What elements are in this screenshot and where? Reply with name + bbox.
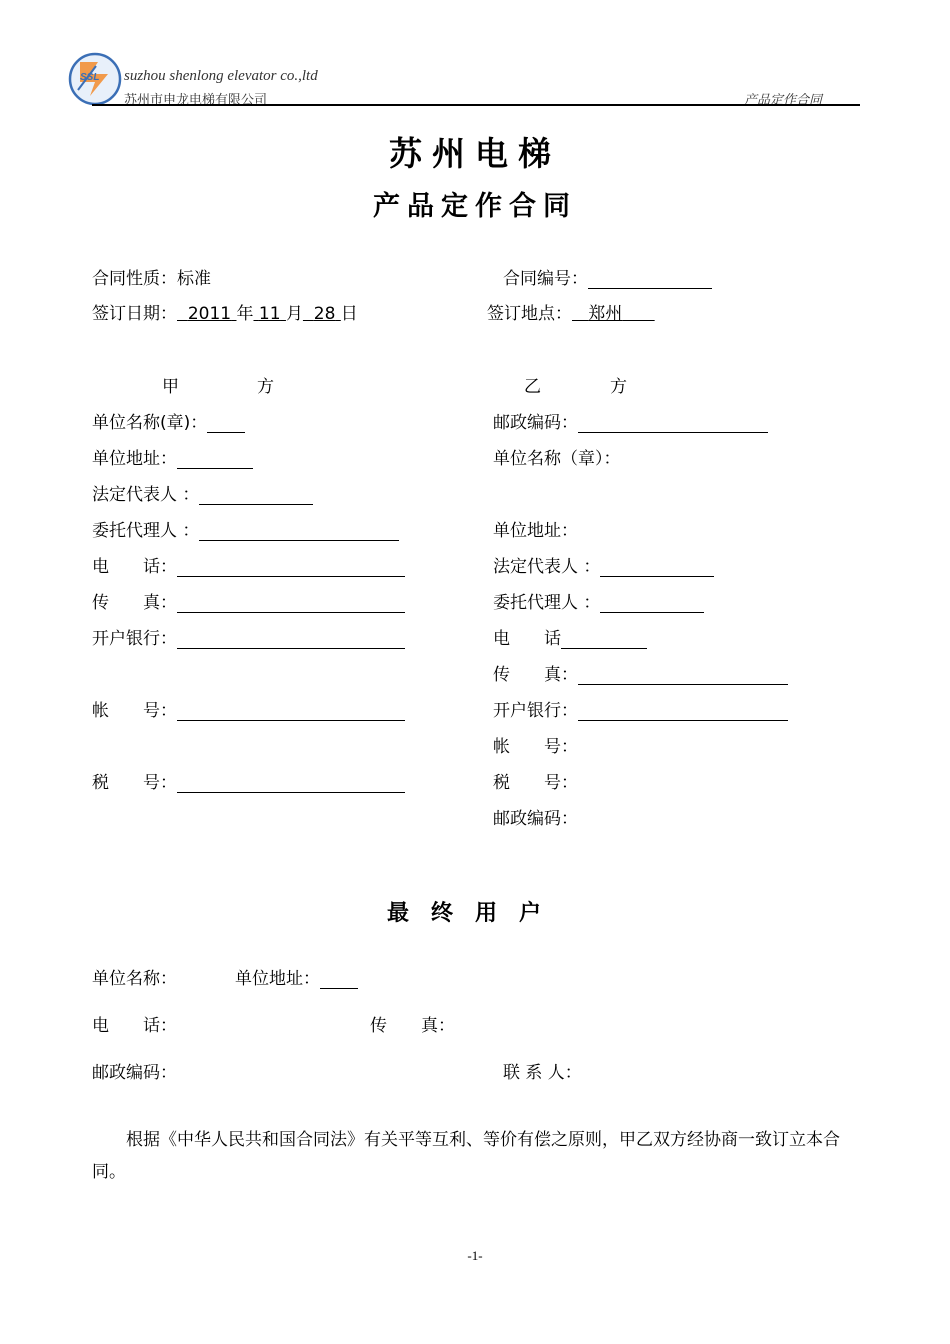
header-divider xyxy=(92,104,860,106)
party-a-tax: 税 号： xyxy=(92,768,405,793)
sign-place xyxy=(487,299,655,324)
company-name-en: suzhou shenlong elevator co.,ltd xyxy=(124,68,318,84)
party-b-tax: 税 号： xyxy=(493,773,578,793)
party-a-legal-rep-field[interactable] xyxy=(199,486,313,505)
party-b-agent-field[interactable] xyxy=(600,594,704,613)
party-b-fax-field[interactable] xyxy=(578,666,788,685)
party-a-name-field[interactable] xyxy=(207,414,245,433)
party-a-heading-2: 方 xyxy=(257,377,274,397)
company-name-cn: 苏州市申龙电梯有限公司 xyxy=(124,93,268,108)
document-title: 苏州电梯 xyxy=(389,134,561,173)
sign-month[interactable]: 11 xyxy=(258,304,281,324)
party-b-address: 单位地址： xyxy=(493,521,578,541)
end-user-address: 单位地址： xyxy=(235,964,358,989)
party-a-phone: 电 话： xyxy=(92,552,405,577)
party-b-bank: 开户银行： xyxy=(493,696,788,721)
end-user-address-field[interactable] xyxy=(320,970,358,989)
year-unit: 年 xyxy=(236,304,254,324)
party-b-heading-1: 乙 xyxy=(524,377,541,397)
contract-nature xyxy=(92,264,211,289)
party-b-heading-2: 方 xyxy=(610,377,627,397)
sign-date xyxy=(92,299,358,324)
contract-nature-value: 标准 xyxy=(177,269,211,289)
party-a-heading-1: 甲 xyxy=(162,377,179,397)
party-a-account-field[interactable] xyxy=(177,702,405,721)
party-a-name: 单位名称(章)： xyxy=(92,408,245,433)
month-unit: 月 xyxy=(285,304,303,324)
day-unit: 日 xyxy=(340,304,358,324)
party-b-phone: 电 话 xyxy=(493,624,647,649)
contract-number-label: 合同编号： xyxy=(503,269,588,289)
contract-number-field[interactable] xyxy=(588,270,712,289)
party-a-fax: 传 真： xyxy=(92,588,405,613)
sign-place-label: 签订地点： xyxy=(487,304,572,324)
party-b-phone-field[interactable] xyxy=(561,630,647,649)
sign-year[interactable]: 2011 xyxy=(187,304,232,324)
contract-nature-label: 合同性质： xyxy=(92,269,177,289)
end-user-contact: 联 系 人： xyxy=(503,1063,582,1083)
party-b-postal: 邮政编码： xyxy=(493,408,768,433)
party-a-bank-field[interactable] xyxy=(177,630,405,649)
party-b-fax: 传 真： xyxy=(493,660,788,685)
header-doc-type: 产品定作合同 xyxy=(744,93,823,108)
end-user-heading: 最终用户 xyxy=(386,901,563,926)
page-number: -1- xyxy=(467,1248,483,1263)
party-a-address-field[interactable] xyxy=(177,450,253,469)
party-a-phone-field[interactable] xyxy=(177,558,405,577)
end-user-postal: 邮政编码： xyxy=(92,1063,177,1083)
end-user-name: 单位名称： xyxy=(92,969,177,989)
logo-text: SSL xyxy=(80,72,100,83)
party-a-account: 帐 号： xyxy=(92,696,405,721)
party-a-tax-field[interactable] xyxy=(177,774,405,793)
party-b-postal-field[interactable] xyxy=(578,414,768,433)
sign-day[interactable]: 28 xyxy=(313,304,336,324)
party-b-agent: 委托代理人 ： xyxy=(493,588,704,613)
end-user-phone: 电 话： xyxy=(92,1016,177,1036)
party-b-legal-rep-field[interactable] xyxy=(600,558,714,577)
party-a-fax-field[interactable] xyxy=(177,594,405,613)
party-b-name: 单位名称（章）： xyxy=(493,449,621,469)
sign-place-value[interactable]: 郑州 xyxy=(588,304,623,324)
intro-paragraph: 根据《中华人民共和国合同法》有关平等互利、等价有偿之原则，甲乙双方经协商一致订立本合同。 xyxy=(92,1130,840,1182)
party-b-bank-field[interactable] xyxy=(578,702,788,721)
party-a-legal-rep: 法定代表人 ： xyxy=(92,480,313,505)
party-a-agent: 委托代理人 ： xyxy=(92,516,399,541)
sign-date-label: 签订日期： xyxy=(92,304,177,324)
end-user-fax: 传 真： xyxy=(370,1016,455,1036)
party-b-legal-rep: 法定代表人 ： xyxy=(493,552,714,577)
party-b-postal-2: 邮政编码： xyxy=(493,809,578,829)
party-a-agent-field[interactable] xyxy=(199,522,399,541)
document-subtitle: 产品定作合同 xyxy=(373,191,577,222)
party-a-bank: 开户银行： xyxy=(92,624,405,649)
party-a-address: 单位地址： xyxy=(92,444,253,469)
party-b-account: 帐 号： xyxy=(493,737,578,757)
contract-number xyxy=(503,264,712,289)
